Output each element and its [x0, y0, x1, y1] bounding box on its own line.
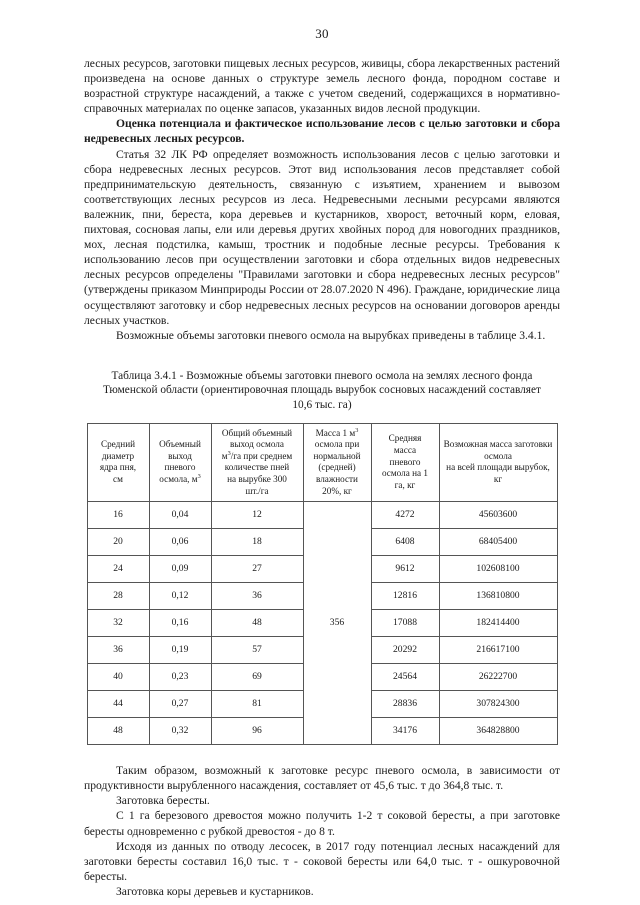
header-line: выход осмола: [230, 439, 284, 450]
cell-possible-total-mass: 102608100: [439, 556, 557, 583]
cell-avg-mass-per-hectare: 34176: [371, 718, 439, 745]
cell-avg-stump-diameter: 44: [87, 691, 149, 718]
table-caption: Таблица 3.4.1 - Возможные объемы заготовки пневого осмола на землях лесного фонда Тюменской области (ориентировочная площадь вырубок сосновых насаждений составляет 10,6 тыс. га): [103, 369, 541, 411]
cell-total-volume-output: 27: [211, 556, 303, 583]
cell-avg-mass-per-hectare: 6408: [371, 529, 439, 556]
spacer-after-table: [84, 745, 560, 763]
paragraph-article-32: Статья 32 ЛК РФ определяет возможность использования лесов с целью заготовки и сбора недревесных лесных ресурсов. Этот вид использования лесов представляет собой предпринимательскую деятельность, связанную с изъятием, хранением и вывозом соответствующих лесных ресурсов из леса. Недревесными лесными ресурсами являются валежник, пни, береста, кора деревьев и кустарников, хворост, веточный корм, еловая, пихтовая, сосновая лапы, ели или деревья других хвойных пород для новогодних праздников, мох, лесная подстилка, камыш, тростник и подобные лесные ресурсы. Требования к использованию лесов при осуществлении заготовки и сбора отдельных видов недревесных лесных ресурсов определены "Правилами заготовки и сбора недревесных лесных ресурсов" (утверждены приказом Минприроды России от 28.07.2020 N 496). Граждане, юридические лица осуществляют заготовку и сбор недревесных лесных ресурсов на основании договоров аренды лесных участков.: [84, 147, 560, 327]
cell-possible-total-mass: 364828800: [439, 718, 557, 745]
header-total-volume-output: [211, 423, 303, 502]
cell-avg-mass-per-hectare: 4272: [371, 502, 439, 529]
cell-volume-output: 0,04: [149, 502, 211, 529]
cell-possible-total-mass: 26222700: [439, 664, 557, 691]
cell-volume-output: 0,12: [149, 583, 211, 610]
cell-avg-mass-per-hectare: 9612: [371, 556, 439, 583]
cell-avg-mass-per-hectare: 20292: [371, 637, 439, 664]
paragraph-heading-assessment: Оценка потенциала и фактическое использование лесов с целью заготовки и сбора недревесных лесных ресурсов.: [84, 117, 560, 146]
header-line: количестве пней: [224, 462, 290, 473]
cell-total-volume-output: 69: [211, 664, 303, 691]
header-line: выход: [168, 450, 192, 461]
header-avg-mass-per-hectare: [371, 423, 439, 502]
cell-total-volume-output: 12: [211, 502, 303, 529]
header-line: шт./га: [245, 485, 269, 496]
paragraph-conclusion-osmol: Таким образом, возможный к заготовке ресурс пневого осмола, в зависимости от продуктивности вырубленного насаждения, составляет от 45,6 тыс. т до 364,8 тыс. т.: [84, 764, 560, 793]
cell-volume-output: 0,16: [149, 610, 211, 637]
paragraph-heading-bark: Заготовка коры деревьев и кустарников.: [116, 884, 314, 898]
header-line: на вырубке 300: [227, 473, 287, 484]
table-header-row: [87, 423, 557, 502]
cell-total-volume-output: 48: [211, 610, 303, 637]
header-line: 20%, кг: [322, 485, 352, 496]
header-superscript: 3: [197, 472, 201, 480]
header-volume-output: [149, 423, 211, 502]
header-line: га, кг: [394, 479, 416, 490]
header-superscript: 3: [355, 426, 359, 434]
cell-avg-stump-diameter: 24: [87, 556, 149, 583]
header-line: на всей площади вырубок, кг: [446, 462, 550, 484]
header-superscript: 3: [227, 449, 231, 457]
header-line: м: [221, 450, 228, 461]
cell-avg-stump-diameter: 40: [87, 664, 149, 691]
cell-possible-total-mass: 68405400: [439, 529, 557, 556]
cell-total-volume-output: 96: [211, 718, 303, 745]
cell-total-volume-output: 57: [211, 637, 303, 664]
header-line: Общий объемный: [221, 427, 293, 438]
header-possible-total-mass: [439, 423, 557, 502]
header-line: осмола на 1: [381, 468, 429, 479]
cell-volume-output: 0,06: [149, 529, 211, 556]
paragraph-beresta-potential: Исходя из данных по отводу лесосек, в 2017 году потенциал лесных насаждений для заготовки бересты составил 16,0 тыс. т - соковой бересты или 64,0 тыс. т - ошкуровочной бересты.: [84, 839, 560, 883]
header-line: Средний: [100, 439, 136, 450]
paragraph-table-reference: Возможные объемы заготовки пневого осмола на вырубках приведены в таблице 3.4.1.: [116, 328, 546, 342]
cell-avg-stump-diameter: 32: [87, 610, 149, 637]
cell-total-volume-output: 36: [211, 583, 303, 610]
header-line: масса: [393, 444, 417, 455]
cell-avg-stump-diameter: 20: [87, 529, 149, 556]
cell-possible-total-mass: 136810800: [439, 583, 557, 610]
header-line: Средняя: [388, 433, 422, 444]
header-line: осмола при: [314, 439, 360, 450]
cell-avg-mass-per-hectare: 12816: [371, 583, 439, 610]
cell-avg-mass-per-hectare: 24564: [371, 664, 439, 691]
cell-possible-total-mass: 307824300: [439, 691, 557, 718]
header-mass-per-cubic-meter: [303, 423, 371, 502]
spacer-before-table: [84, 343, 560, 369]
cell-avg-stump-diameter: 16: [87, 502, 149, 529]
cell-total-volume-output: 18: [211, 529, 303, 556]
page-number: 30: [315, 26, 329, 41]
header-line: диаметр: [101, 450, 135, 461]
cell-volume-output: 0,09: [149, 556, 211, 583]
header-line: /га при среднем: [230, 450, 293, 461]
cell-avg-mass-per-hectare: 17088: [371, 610, 439, 637]
osmol-volumes-table: [87, 423, 558, 746]
paragraph-intro: лесных ресурсов, заготовки пищевых лесных ресурсов, живицы, сбора лекарственных растений произведена на основе данных о структуре земель лесного фонда, породном составе и возрастной структуре насаждений, а также с учетом сведений, содержащихся в нормативно-справочных материалах по оценке запасов, указанных видов лесной продукции.: [84, 57, 560, 116]
header-line: осмола, м: [159, 473, 198, 484]
cell-volume-output: 0,23: [149, 664, 211, 691]
cell-volume-output: 0,19: [149, 637, 211, 664]
header-line: Масса 1 м: [315, 427, 356, 438]
header-avg-stump-diameter: [87, 423, 149, 502]
table-header: [87, 423, 557, 502]
cell-avg-stump-diameter: 36: [87, 637, 149, 664]
cell-possible-total-mass: 216617100: [439, 637, 557, 664]
cell-total-volume-output: 81: [211, 691, 303, 718]
paragraph-heading-beresta: Заготовка бересты.: [116, 794, 210, 808]
header-line: см: [113, 473, 123, 484]
cell-avg-mass-per-hectare: 28836: [371, 691, 439, 718]
paragraph-beresta-yield: С 1 га березового древостоя можно получить 1-2 т соковой бересты, а при заготовке бересты одновременно с рубкой древостоя - до 8 т.: [84, 809, 560, 838]
cell-possible-total-mass: 45603600: [439, 502, 557, 529]
header-line: Объемный: [159, 439, 201, 450]
header-line: пневого: [389, 456, 421, 467]
cell-mass-per-cubic-meter: 356: [303, 502, 371, 745]
header-line: Возможная масса заготовки осмола: [443, 439, 553, 461]
header-line: (средней): [318, 462, 356, 473]
cell-avg-stump-diameter: 48: [87, 718, 149, 745]
table-body: [87, 502, 557, 745]
table-row: [87, 502, 557, 529]
cell-volume-output: 0,27: [149, 691, 211, 718]
header-line: влажности: [316, 473, 358, 484]
header-line: пневого: [164, 462, 196, 473]
cell-volume-output: 0,32: [149, 718, 211, 745]
header-line: нормальной: [313, 450, 361, 461]
cell-possible-total-mass: 182414400: [439, 610, 557, 637]
header-line: ядра пня,: [99, 462, 137, 473]
cell-avg-stump-diameter: 28: [87, 583, 149, 610]
